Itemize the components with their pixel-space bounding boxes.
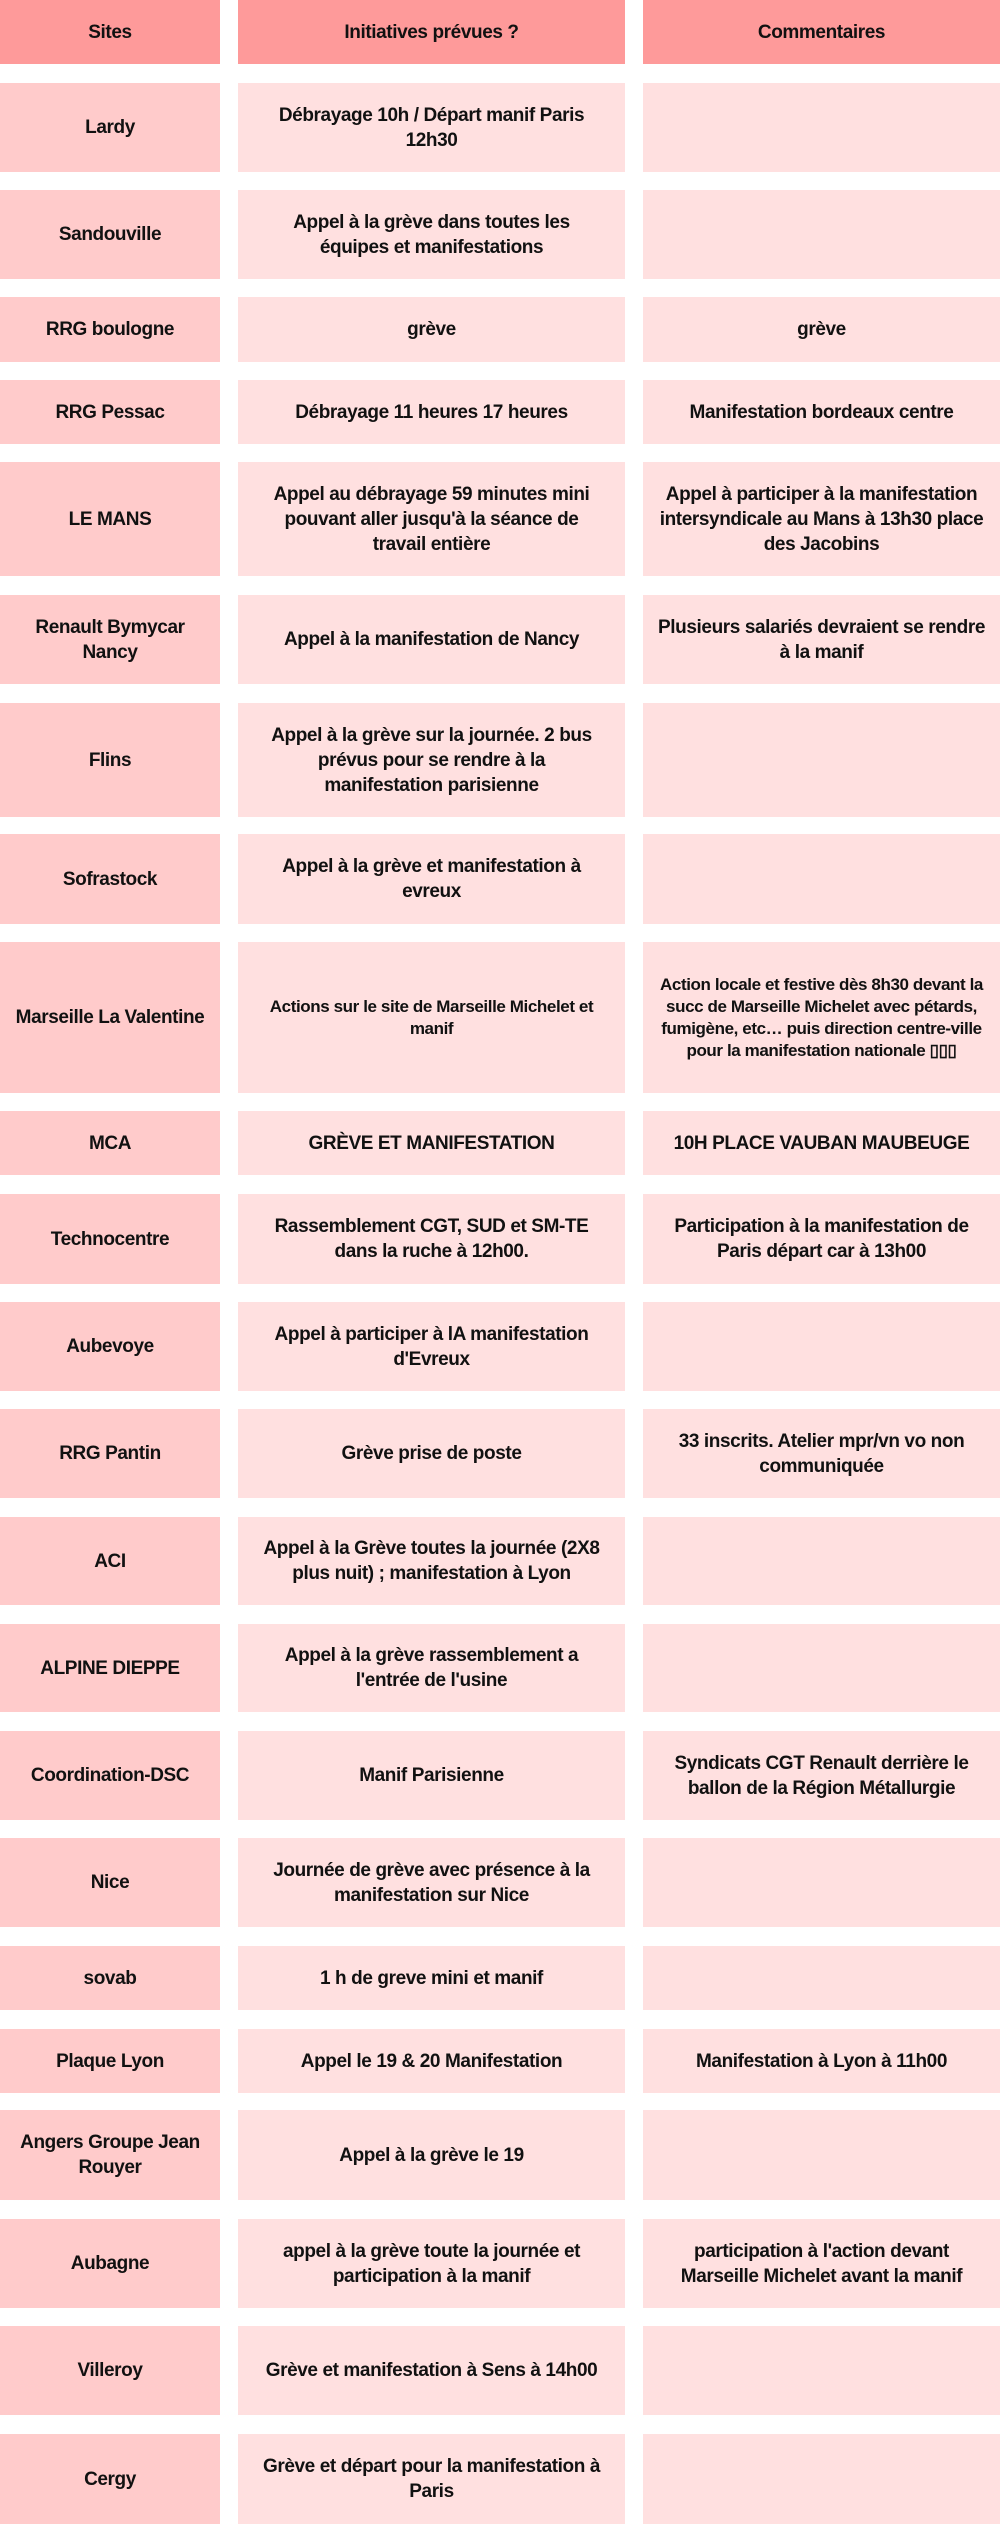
- cell-site: Renault Bymycar Nancy: [0, 595, 220, 684]
- cell-initiative: Appel à la grève sur la journée. 2 bus prévus pour se rendre à la manifestation parisienne: [238, 703, 625, 817]
- cell-initiative: Rassemblement CGT, SUD et SM-TE dans la ruche à 12h00.: [238, 1194, 625, 1284]
- cell-initiative: GRÈVE ET MANIFESTATION: [238, 1111, 625, 1175]
- cell-comment: [643, 1302, 1000, 1391]
- cell-initiative: 1 h de greve mini et manif: [238, 1946, 625, 2010]
- cell-comment: [643, 2326, 1000, 2415]
- cell-initiative: Appel à la grève rassemblement a l'entrée de l'usine: [238, 1624, 625, 1712]
- cell-comment: Manifestation à Lyon à 11h00: [643, 2029, 1000, 2093]
- cell-initiative: Débrayage 10h / Départ manif Paris 12h30: [238, 83, 625, 172]
- cell-comment: Plusieurs salariés devraient se rendre à la manif: [643, 595, 1000, 684]
- cell-initiative: Appel à la Grève toutes la journée (2X8 plus nuit) ; manifestation à Lyon: [238, 1517, 625, 1605]
- cell-comment: Appel à participer à la manifestation intersyndicale au Mans à 13h30 place des Jacobins: [643, 462, 1000, 576]
- cell-comment: [643, 190, 1000, 279]
- cell-site: MCA: [0, 1111, 220, 1175]
- cell-comment: Action locale et festive dès 8h30 devant la succ de Marseille Michelet avec pétards, fumigène, etc… puis direction centre-ville pour la manifestation nationale ▯▯▯: [643, 942, 1000, 1093]
- cell-site: sovab: [0, 1946, 220, 2010]
- cell-initiative: Appel à la grève et manifestation à evreux: [238, 834, 625, 924]
- cell-initiative: Appel le 19 & 20 Manifestation: [238, 2029, 625, 2093]
- cell-initiative: Appel à la grève le 19: [238, 2110, 625, 2200]
- cell-site: Sandouville: [0, 190, 220, 279]
- header-comment: Commentaires: [643, 0, 1000, 64]
- cell-site: LE MANS: [0, 462, 220, 576]
- cell-initiative: Appel à participer à lA manifestation d'Evreux: [238, 1302, 625, 1391]
- cell-site: Plaque Lyon: [0, 2029, 220, 2093]
- cell-comment: Manifestation bordeaux centre: [643, 380, 1000, 444]
- cell-site: Nice: [0, 1838, 220, 1927]
- cell-initiative: Appel à la grève dans toutes les équipes et manifestations: [238, 190, 625, 279]
- cell-comment: [643, 1946, 1000, 2010]
- cell-comment: [643, 1517, 1000, 1605]
- cell-site: Technocentre: [0, 1194, 220, 1284]
- cell-initiative: Appel au débrayage 59 minutes mini pouvant aller jusqu'à la séance de travail entière: [238, 462, 625, 576]
- cell-site: ALPINE DIEPPE: [0, 1624, 220, 1712]
- cell-initiative: Appel à la manifestation de Nancy: [238, 595, 625, 684]
- cell-comment: [643, 703, 1000, 817]
- cell-site: Sofrastock: [0, 834, 220, 924]
- cell-comment: grève: [643, 297, 1000, 362]
- cell-comment: [643, 2434, 1000, 2524]
- cell-comment: [643, 1624, 1000, 1712]
- cell-initiative: grève: [238, 297, 625, 362]
- cell-comment: [643, 834, 1000, 924]
- cell-site: Cergy: [0, 2434, 220, 2524]
- cell-comment: [643, 1838, 1000, 1927]
- cell-site: Aubevoye: [0, 1302, 220, 1391]
- cell-comment: 33 inscrits. Atelier mpr/vn vo non communiquée: [643, 1409, 1000, 1498]
- cell-initiative: Grève prise de poste: [238, 1409, 625, 1498]
- cell-initiative: Manif Parisienne: [238, 1731, 625, 1820]
- cell-site: RRG boulogne: [0, 297, 220, 362]
- cell-initiative: Grève et manifestation à Sens à 14h00: [238, 2326, 625, 2415]
- cell-comment: 10H PLACE VAUBAN MAUBEUGE: [643, 1111, 1000, 1175]
- cell-comment: [643, 83, 1000, 172]
- cell-initiative: Actions sur le site de Marseille Michelet et manif: [238, 942, 625, 1093]
- cell-site: RRG Pessac: [0, 380, 220, 444]
- cell-site: Flins: [0, 703, 220, 817]
- cell-site: Lardy: [0, 83, 220, 172]
- cell-site: Marseille La Valentine: [0, 942, 220, 1093]
- cell-site: ACI: [0, 1517, 220, 1605]
- cell-site: RRG Pantin: [0, 1409, 220, 1498]
- cell-site: Villeroy: [0, 2326, 220, 2415]
- cell-site: Coordination-DSC: [0, 1731, 220, 1820]
- cell-initiative: Débrayage 11 heures 17 heures: [238, 380, 625, 444]
- header-site: Sites: [0, 0, 220, 64]
- cell-comment: participation à l'action devant Marseille Michelet avant la manif: [643, 2219, 1000, 2308]
- cell-initiative: appel à la grève toute la journée et participation à la manif: [238, 2219, 625, 2308]
- cell-initiative: Journée de grève avec présence à la manifestation sur Nice: [238, 1838, 625, 1927]
- cell-site: Aubagne: [0, 2219, 220, 2308]
- cell-site: Angers Groupe Jean Rouyer: [0, 2110, 220, 2200]
- cell-initiative: Grève et départ pour la manifestation à Paris: [238, 2434, 625, 2524]
- header-initiative: Initiatives prévues ?: [238, 0, 625, 64]
- cell-comment: [643, 2110, 1000, 2200]
- cell-comment: Syndicats CGT Renault derrière le ballon de la Région Métallurgie: [643, 1731, 1000, 1820]
- cell-comment: Participation à la manifestation de Paris départ car à 13h00: [643, 1194, 1000, 1284]
